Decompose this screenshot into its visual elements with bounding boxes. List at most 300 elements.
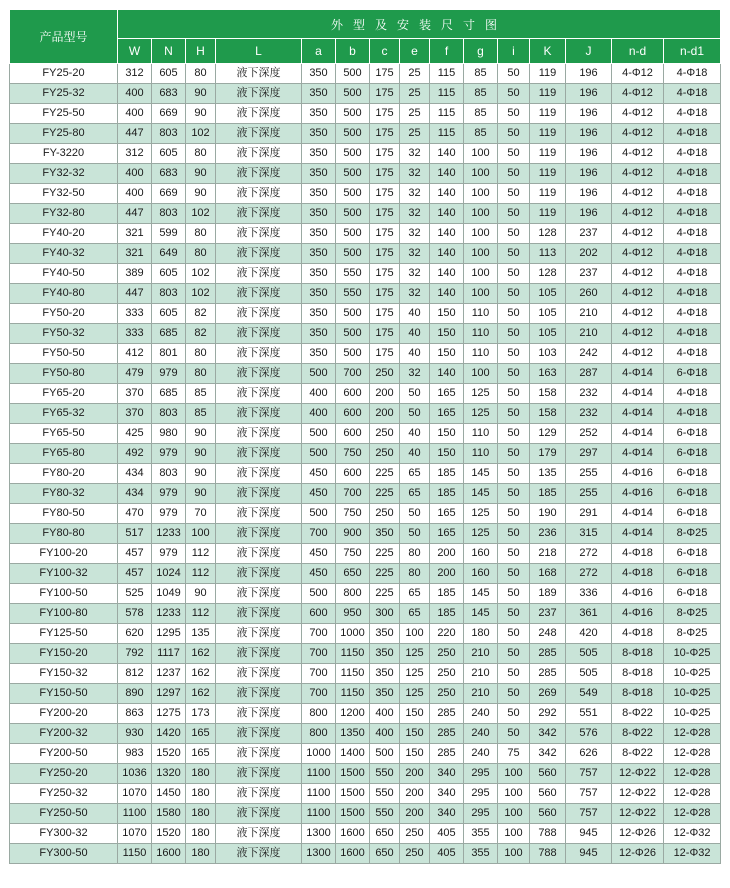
table-cell: 4-Φ12 (612, 244, 664, 264)
column-header-k: K (530, 39, 566, 64)
table-cell: 190 (530, 504, 566, 524)
table-cell: 700 (302, 644, 336, 664)
table-cell: 350 (370, 524, 400, 544)
model-cell: FY125-50 (10, 624, 118, 644)
table-cell: 80 (186, 244, 216, 264)
table-cell: 979 (152, 484, 186, 504)
table-row (10, 524, 721, 544)
table-cell: 4-Φ18 (664, 104, 721, 124)
table-cell: 液下深度 (216, 544, 302, 564)
table-cell: 4-Φ16 (612, 484, 664, 504)
table-cell: 150 (430, 304, 464, 324)
table-row (10, 824, 721, 844)
table-cell: 12-Φ28 (664, 724, 721, 744)
table-cell: 250 (400, 824, 430, 844)
table-cell: 112 (186, 544, 216, 564)
table-cell: 8-Φ25 (664, 624, 721, 644)
table-row (10, 64, 721, 84)
table-cell: 250 (370, 424, 400, 444)
table-cell: 165 (186, 744, 216, 764)
table-cell: 12-Φ28 (664, 764, 721, 784)
model-cell: FY65-50 (10, 424, 118, 444)
table-cell: 103 (530, 344, 566, 364)
model-cell: FY32-32 (10, 164, 118, 184)
table-row (10, 164, 721, 184)
table-cell: 945 (566, 844, 612, 864)
model-cell: FY250-32 (10, 784, 118, 804)
table-cell: 626 (566, 744, 612, 764)
table-cell: 175 (370, 164, 400, 184)
table-cell: 液下深度 (216, 584, 302, 604)
table-row (10, 604, 721, 624)
table-cell: 350 (302, 64, 336, 84)
table-cell: 1150 (336, 644, 370, 664)
table-cell: 237 (566, 224, 612, 244)
table-cell: 液下深度 (216, 84, 302, 104)
table-cell: 600 (302, 604, 336, 624)
table-cell: 100 (464, 264, 498, 284)
table-cell: 405 (430, 844, 464, 864)
table-cell: 350 (302, 104, 336, 124)
table-cell: 500 (336, 204, 370, 224)
model-cell: FY80-80 (10, 524, 118, 544)
table-cell: 1580 (152, 804, 186, 824)
table-row (10, 844, 721, 864)
table-cell: 12-Φ22 (612, 804, 664, 824)
table-cell: 500 (336, 144, 370, 164)
table-cell: 100 (498, 804, 530, 824)
table-cell: 50 (498, 104, 530, 124)
table-cell: 168 (530, 564, 566, 584)
table-cell: 140 (430, 244, 464, 264)
model-cell: FY40-20 (10, 224, 118, 244)
table-cell: 550 (336, 284, 370, 304)
table-cell: 163 (530, 364, 566, 384)
table-cell: 125 (400, 644, 430, 664)
model-cell: FY300-32 (10, 824, 118, 844)
table-cell: 685 (152, 384, 186, 404)
table-cell: 336 (566, 584, 612, 604)
table-cell: 600 (336, 464, 370, 484)
table-cell: 85 (186, 404, 216, 424)
table-cell: 196 (566, 84, 612, 104)
table-cell: 185 (430, 464, 464, 484)
table-cell: 287 (566, 364, 612, 384)
table-cell: 90 (186, 424, 216, 444)
table-row (10, 424, 721, 444)
table-cell: 4-Φ18 (612, 624, 664, 644)
table-cell: 210 (464, 684, 498, 704)
table-cell: 4-Φ12 (612, 164, 664, 184)
table-cell: 333 (118, 324, 152, 344)
table-cell: 液下深度 (216, 344, 302, 364)
table-cell: 115 (430, 124, 464, 144)
table-cell: 110 (464, 304, 498, 324)
table-cell: 200 (430, 544, 464, 564)
table-row (10, 224, 721, 244)
table-cell: 295 (464, 804, 498, 824)
table-cell: 4-Φ18 (664, 204, 721, 224)
table-cell: 321 (118, 244, 152, 264)
table-cell: 液下深度 (216, 564, 302, 584)
table-row (10, 644, 721, 664)
table-cell: 250 (370, 364, 400, 384)
table-cell: 50 (498, 364, 530, 384)
table-cell: 525 (118, 584, 152, 604)
table-cell: 162 (186, 644, 216, 664)
table-cell: 50 (498, 684, 530, 704)
table-cell: 80 (400, 544, 430, 564)
column-header-l: L (216, 39, 302, 64)
table-cell: 4-Φ12 (612, 344, 664, 364)
table-cell: 980 (152, 424, 186, 444)
table-cell: 4-Φ12 (612, 84, 664, 104)
table-cell: 312 (118, 144, 152, 164)
table-cell: 355 (464, 824, 498, 844)
table-cell: 200 (400, 764, 430, 784)
table-cell: 100 (464, 364, 498, 384)
table-cell: 125 (464, 524, 498, 544)
table-cell: 560 (530, 784, 566, 804)
table-cell: 50 (498, 404, 530, 424)
table-cell: 285 (530, 664, 566, 684)
table-cell: 液下深度 (216, 284, 302, 304)
table-cell: 800 (302, 724, 336, 744)
table-cell: 750 (336, 504, 370, 524)
table-cell: 1450 (152, 784, 186, 804)
table-cell: 505 (566, 644, 612, 664)
table-row (10, 124, 721, 144)
table-row (10, 664, 721, 684)
table-cell: 803 (152, 464, 186, 484)
table-cell: 900 (336, 524, 370, 544)
table-cell: 685 (152, 324, 186, 344)
table-cell: 12-Φ32 (664, 824, 721, 844)
table-cell: 50 (498, 204, 530, 224)
table-row (10, 104, 721, 124)
table-cell: 32 (400, 164, 430, 184)
table-cell: 158 (530, 384, 566, 404)
table-cell: 979 (152, 544, 186, 564)
table-cell: 355 (464, 844, 498, 864)
table-cell: 549 (566, 684, 612, 704)
table-cell: 447 (118, 124, 152, 144)
table-cell: 196 (566, 104, 612, 124)
table-cell: 295 (464, 784, 498, 804)
table-cell: 4-Φ12 (612, 224, 664, 244)
table-cell: 450 (302, 564, 336, 584)
table-cell: 40 (400, 424, 430, 444)
table-cell: 350 (302, 224, 336, 244)
table-cell: 650 (336, 564, 370, 584)
table-cell: 517 (118, 524, 152, 544)
table-cell: 600 (336, 424, 370, 444)
table-cell: 150 (430, 324, 464, 344)
table-cell: 1000 (336, 624, 370, 644)
model-cell: FY150-32 (10, 664, 118, 684)
table-cell: 788 (530, 844, 566, 864)
table-cell: 4-Φ12 (612, 124, 664, 144)
table-cell: 1150 (336, 684, 370, 704)
table-cell: 237 (530, 604, 566, 624)
table-cell: 80 (186, 64, 216, 84)
table-cell: 180 (186, 804, 216, 824)
table-cell: 196 (566, 64, 612, 84)
table-cell: 757 (566, 784, 612, 804)
table-cell: 4-Φ18 (664, 244, 721, 264)
table-cell: 434 (118, 484, 152, 504)
table-cell: 50 (498, 644, 530, 664)
table-cell: 液下深度 (216, 244, 302, 264)
table-cell: 150 (400, 704, 430, 724)
table-cell: 4-Φ18 (612, 564, 664, 584)
table-cell: 196 (566, 204, 612, 224)
model-cell: FY25-20 (10, 64, 118, 84)
table-cell: 342 (530, 744, 566, 764)
table-cell: 240 (464, 744, 498, 764)
table-row (10, 504, 721, 524)
table-cell: 4-Φ18 (664, 124, 721, 144)
table-cell: 165 (430, 524, 464, 544)
table-cell: 液下深度 (216, 604, 302, 624)
spec-table-container (9, 9, 720, 864)
table-cell: 350 (302, 204, 336, 224)
table-cell: 757 (566, 804, 612, 824)
table-cell: 90 (186, 104, 216, 124)
table-cell: 4-Φ12 (612, 104, 664, 124)
table-cell: 液下深度 (216, 464, 302, 484)
column-header-a: a (302, 39, 336, 64)
table-cell: 1297 (152, 684, 186, 704)
table-cell: 液下深度 (216, 424, 302, 444)
table-cell: 65 (400, 484, 430, 504)
table-cell: 140 (430, 224, 464, 244)
table-cell: 100 (498, 824, 530, 844)
table-cell: 1036 (118, 764, 152, 784)
table-cell: 500 (336, 64, 370, 84)
table-cell: 292 (530, 704, 566, 724)
table-cell: 1117 (152, 644, 186, 664)
table-cell: 液下深度 (216, 224, 302, 244)
table-cell: 100 (464, 204, 498, 224)
table-cell: 50 (498, 84, 530, 104)
table-cell: 145 (464, 484, 498, 504)
model-cell: FY100-32 (10, 564, 118, 584)
table-cell: 250 (430, 664, 464, 684)
table-cell: 165 (430, 404, 464, 424)
table-cell: 180 (186, 844, 216, 864)
table-cell: 4-Φ14 (612, 504, 664, 524)
table-cell: 801 (152, 344, 186, 364)
table-cell: 1520 (152, 824, 186, 844)
table-cell: 500 (336, 244, 370, 264)
table-cell: 175 (370, 324, 400, 344)
table-cell: 8-Φ25 (664, 604, 721, 624)
table-cell: 100 (464, 224, 498, 244)
table-cell: 液下深度 (216, 644, 302, 664)
table-cell: 792 (118, 644, 152, 664)
table-cell: 1233 (152, 524, 186, 544)
table-cell: 505 (566, 664, 612, 684)
table-cell: 125 (400, 664, 430, 684)
table-cell: 85 (464, 64, 498, 84)
table-cell: 50 (400, 404, 430, 424)
table-cell: 70 (186, 504, 216, 524)
table-cell: 269 (530, 684, 566, 704)
table-cell: 500 (336, 164, 370, 184)
table-cell: 165 (430, 504, 464, 524)
table-cell: 983 (118, 744, 152, 764)
table-cell: 350 (302, 84, 336, 104)
table-row (10, 584, 721, 604)
table-cell: 1070 (118, 784, 152, 804)
table-cell: 10-Φ25 (664, 664, 721, 684)
table-cell: 340 (430, 764, 464, 784)
table-cell: 500 (336, 304, 370, 324)
table-cell: 400 (370, 724, 400, 744)
table-cell: 4-Φ12 (612, 264, 664, 284)
table-cell: 700 (302, 624, 336, 644)
table-cell: 450 (302, 544, 336, 564)
table-cell: 1150 (118, 844, 152, 864)
table-cell: 4-Φ18 (664, 344, 721, 364)
table-cell: 500 (302, 364, 336, 384)
table-cell: 605 (152, 304, 186, 324)
table-cell: 液下深度 (216, 664, 302, 684)
table-cell: 180 (186, 784, 216, 804)
table-cell: 119 (530, 124, 566, 144)
table-row (10, 784, 721, 804)
table-cell: 4-Φ18 (664, 164, 721, 184)
table-cell: 50 (498, 224, 530, 244)
table-cell: 175 (370, 104, 400, 124)
table-cell: 4-Φ18 (664, 284, 721, 304)
table-cell: 350 (302, 164, 336, 184)
table-cell: 50 (498, 164, 530, 184)
table-cell: 90 (186, 484, 216, 504)
table-cell: 90 (186, 584, 216, 604)
table-cell: 65 (400, 584, 430, 604)
table-cell: 1000 (302, 744, 336, 764)
model-cell: FY100-20 (10, 544, 118, 564)
table-cell: 700 (302, 664, 336, 684)
table-cell: 4-Φ18 (664, 84, 721, 104)
table-cell: 液下深度 (216, 704, 302, 724)
table-cell: 100 (464, 244, 498, 264)
table-cell: 12-Φ28 (664, 744, 721, 764)
table-cell: 50 (498, 244, 530, 264)
table-cell: 6-Φ18 (664, 564, 721, 584)
table-cell: 110 (464, 444, 498, 464)
table-cell: 400 (118, 184, 152, 204)
table-cell: 1070 (118, 824, 152, 844)
table-cell: 950 (336, 604, 370, 624)
table-cell: 125 (464, 384, 498, 404)
table-cell: 4-Φ18 (664, 304, 721, 324)
table-cell: 1320 (152, 764, 186, 784)
table-cell: 4-Φ14 (612, 424, 664, 444)
table-cell: 979 (152, 444, 186, 464)
table-cell: 1100 (302, 804, 336, 824)
table-cell: 1400 (336, 744, 370, 764)
table-cell: 4-Φ14 (612, 444, 664, 464)
model-cell: FY200-50 (10, 744, 118, 764)
table-cell: 291 (566, 504, 612, 524)
table-cell: 578 (118, 604, 152, 624)
table-cell: 140 (430, 364, 464, 384)
table-cell: 210 (566, 304, 612, 324)
table-cell: 560 (530, 804, 566, 824)
table-cell: 405 (430, 824, 464, 844)
model-cell: FY250-20 (10, 764, 118, 784)
table-row (10, 304, 721, 324)
table-cell: 160 (464, 544, 498, 564)
table-row (10, 724, 721, 744)
table-cell: 750 (336, 544, 370, 564)
table-cell: 8-Φ18 (612, 684, 664, 704)
column-header-n: N (152, 39, 186, 64)
table-row (10, 184, 721, 204)
table-cell: 140 (430, 284, 464, 304)
model-cell: FY100-80 (10, 604, 118, 624)
table-cell: 180 (186, 824, 216, 844)
table-cell: 683 (152, 164, 186, 184)
table-cell: 4-Φ12 (612, 184, 664, 204)
table-cell: 500 (336, 104, 370, 124)
table-cell: 1024 (152, 564, 186, 584)
table-cell: 400 (302, 384, 336, 404)
table-cell: 500 (302, 504, 336, 524)
table-cell: 135 (530, 464, 566, 484)
table-cell: 800 (336, 584, 370, 604)
column-header-w: W (118, 39, 152, 64)
table-cell: 1500 (336, 784, 370, 804)
table-cell: 550 (370, 784, 400, 804)
table-row (10, 384, 721, 404)
table-cell: 200 (370, 404, 400, 424)
table-cell: 300 (370, 604, 400, 624)
header-row-group (10, 10, 721, 39)
table-cell: 342 (530, 724, 566, 744)
table-cell: 803 (152, 284, 186, 304)
table-cell: 260 (566, 284, 612, 304)
header-model: 产品型号 (10, 10, 118, 64)
table-cell: 140 (430, 184, 464, 204)
table-cell: 40 (400, 324, 430, 344)
table-cell: 255 (566, 484, 612, 504)
table-cell: 8-Φ22 (612, 704, 664, 724)
table-cell: 32 (400, 144, 430, 164)
table-row (10, 704, 721, 724)
table-cell: 119 (530, 64, 566, 84)
table-cell: 560 (530, 764, 566, 784)
table-cell: 315 (566, 524, 612, 544)
dimension-table (9, 9, 721, 864)
table-cell: 80 (186, 364, 216, 384)
table-row (10, 404, 721, 424)
table-cell: 350 (302, 304, 336, 324)
table-row (10, 484, 721, 504)
table-cell: 757 (566, 764, 612, 784)
model-cell: FY300-50 (10, 844, 118, 864)
table-cell: 350 (302, 284, 336, 304)
table-cell: 158 (530, 404, 566, 424)
table-cell: 649 (152, 244, 186, 264)
table-cell: 175 (370, 264, 400, 284)
table-cell: 1420 (152, 724, 186, 744)
table-cell: 125 (464, 404, 498, 424)
table-cell: 4-Φ18 (612, 544, 664, 564)
